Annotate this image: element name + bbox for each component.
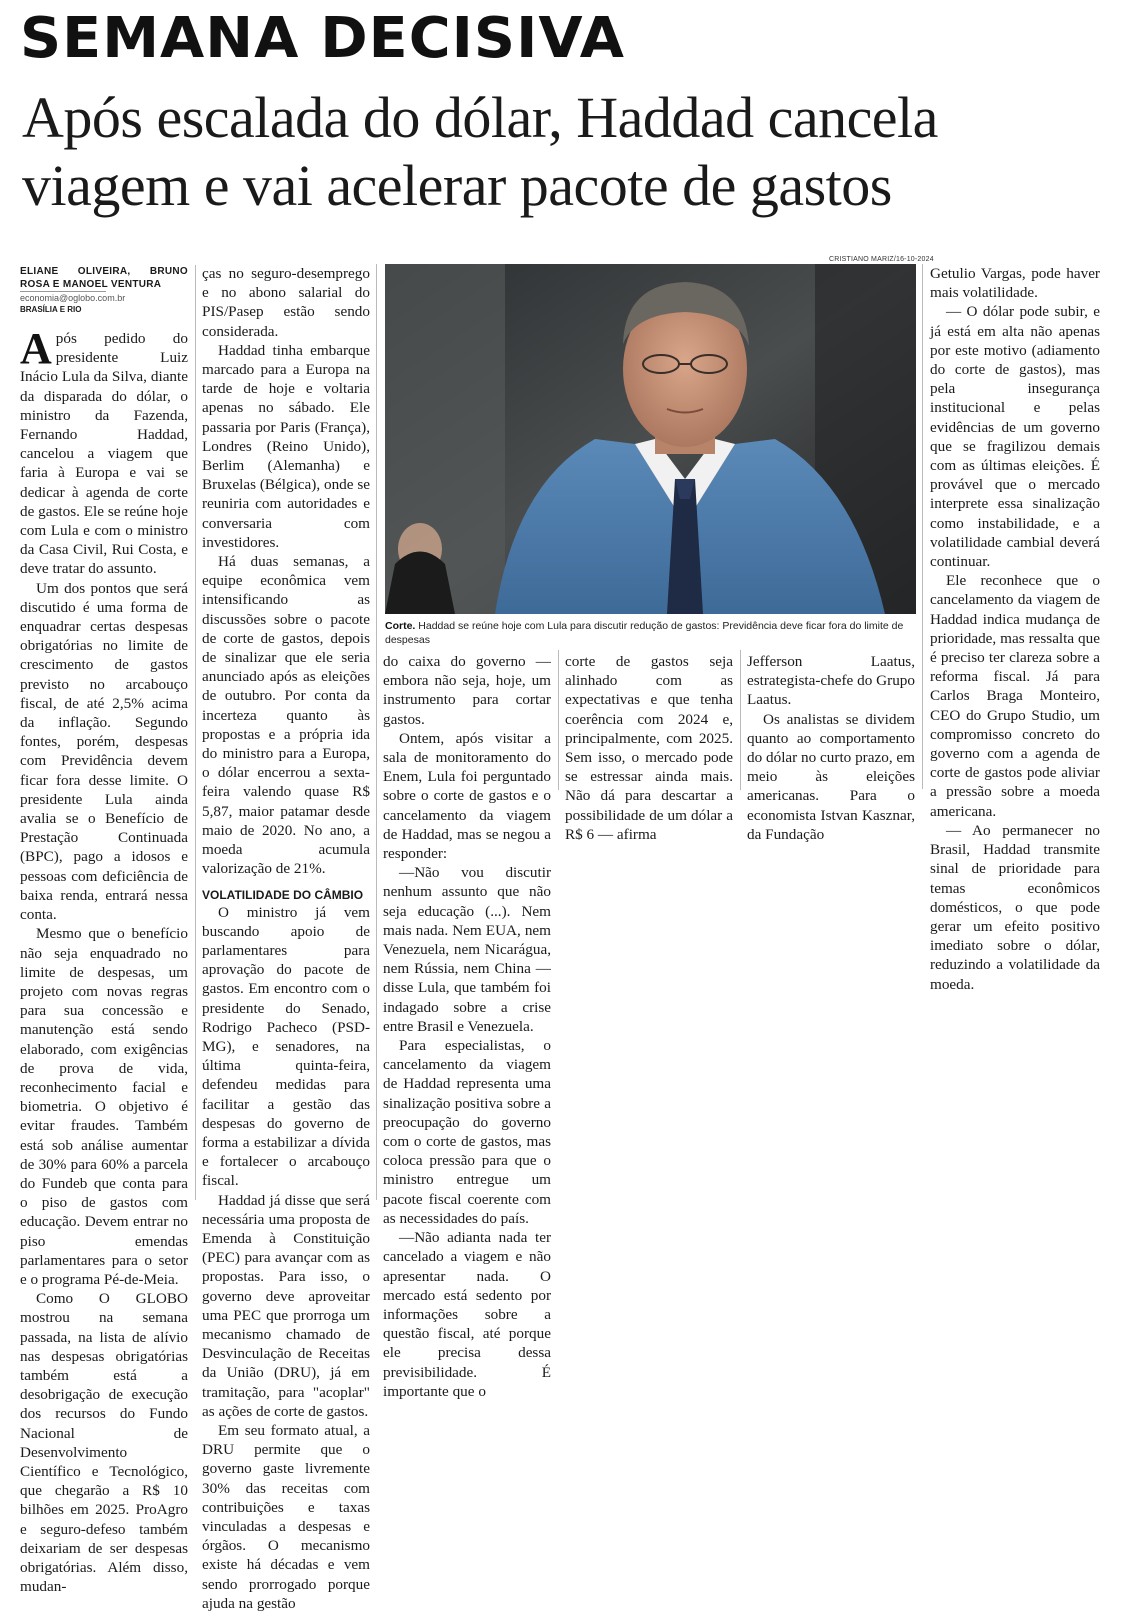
headline: Após escalada do dólar, Haddad cancela viagem e vai acelerar pacote de gastos xyxy=(22,85,938,218)
paragraph: corte de gastos seja alinhado com as expectativas e que tenha coerência com 2024 e, principalmente, com 2025. Sem isso, o mercado pode se estressar ainda mais. Não dá para descartar a possibilidade de um dólar a R$ 6 — afirma xyxy=(565,653,733,843)
paragraph: Em seu formato atual, a DRU permite que o governo gaste livremente 30% das receitas com contribuições e taxas vinculadas a despesas e órgãos. O mecanismo existe há décadas e vem sendo prorrogado porque ajuda na gestão xyxy=(202,1421,370,1612)
paragraph: —Não vou discutir nenhum assunto que não seja educação (...). Nem mais nada. Nem EUA, nem Venezuela, nem Nicarágua, nem Rússia, nem China — disse Lula, que também foi indagado sobre a crise entre Brasil e Venezuela. xyxy=(383,864,551,1035)
paragraph: — O dólar pode subir, e já está em alta não apenas por este motivo (adiamento do corte de gastos), mas pela insegurança institucional e pelas evidências de um governo que se fragilizou demais com as últimas eleições. É provável que o mercado interprete essa sinalização como instabilidade, e a volatilidade cambial deverá continuar. xyxy=(930,303,1100,571)
column-2 xyxy=(202,264,370,1613)
photo-caption xyxy=(385,619,920,647)
article-photo xyxy=(385,264,916,614)
paragraph: ças no seguro-desemprego e no abono salarial do PIS/Pasep estão sendo considerada. xyxy=(202,265,370,340)
byline-email[interactable]: economia@oglobo.com.br xyxy=(20,293,126,303)
paragraph: Haddad já disse que será necessária uma proposta de Emenda à Constituição (PEC) para avançar com as propostas. Para isso, o governo deve aproveitar uma PEC que prorroga um mecanismo chamado de Desvinculação de Receitas da União (DRU), já em tramitação, para "acoplar" as ações de corte de gastos. xyxy=(202,1191,370,1420)
section-kicker: SEMANA DECISIVA xyxy=(20,6,625,71)
column-1 xyxy=(20,265,188,1596)
column-divider xyxy=(376,264,377,1200)
paragraph: do caixa do governo — embora não seja, hoje, um instrumento para cortar gastos. xyxy=(383,653,551,728)
paragraph: Ele reconhece que o cancelamento da viagem de Haddad indica mudança de prioridade, mas ressalta que é preciso ter clareza sobre a reforma fiscal. Já para Carlos Braga Monteiro, CEO do Grupo Studio, um compromisso concreto do governo com a agenda de corte de gastos pode aliviar a pressão sobre a moeda americana. xyxy=(930,572,1100,820)
column-divider xyxy=(740,650,741,790)
column-divider xyxy=(922,264,923,789)
paragraph: Há duas semanas, a equipe econômica vem intensificando as discussões sobre o pacote de corte de gastos, depois de sinalizar que ele seria anunciado após as eleições de outubro. Por conta da incerteza quanto às propostas e a própria ida do ministro para a Europa, o dólar encerrou a sexta-feira valendo quase R$ 5,87, maior patamar desde maio de 2020. No ano, a moeda acumula valorização de 21%. xyxy=(202,553,370,878)
paragraph: Mesmo que o benefício não seja enquadrado no limite de despesas, um projeto com novas regras para sua concessão e manutenção está sendo elaborado, com exigências de prova de vida, reconhecimento facial e biometria. O objetivo é evitar fraudes. Também está sob análise aumentar de 30% para 60% a parcela do Fundeb que conta para o piso de gastos com educação. Devem entrar no piso emendas parlamentares para o setor e o programa Pé-de-Meia. xyxy=(20,925,188,1288)
photo-credit: CRISTIANO MARIZ/16-10-2024 xyxy=(829,256,934,263)
paragraph: Getulio Vargas, pode haver mais volatilidade. xyxy=(930,265,1100,302)
byline-authors: ELIANE OLIVEIRA, BRUNO ROSA E MANOEL VENTURA xyxy=(20,266,188,290)
drop-cap: A xyxy=(20,324,52,373)
paragraph: Os analistas se dividem quanto ao comportamento do dólar no curto prazo, em meio às eleições americanas. Para o economista Istvan Kasznar, da Fundação xyxy=(747,710,915,843)
byline-place: BRASÍLIA E RIO xyxy=(20,305,82,314)
column-divider xyxy=(558,650,559,790)
subhead: VOLATILIDADE DO CÂMBIO xyxy=(202,887,364,902)
caption-text: Haddad se reúne hoje com Lula para discutir redução de gastos: Previdência deve ficar fora do limite de despesas xyxy=(385,620,904,646)
caption-label: Corte. xyxy=(385,620,416,632)
column-3 xyxy=(383,652,551,1401)
paragraph: Para especialistas, o cancelamento da viagem de Haddad representa uma sinalização positiva sobre a preocupação do governo com o corte de gastos, mas coloca pressão para que o ministro entregue um pacote fiscal coerente com as necessidades do país. xyxy=(383,1037,551,1227)
paragraph: Um dos pontos que será discutido é uma forma de enquadrar certas despesas obrigatórias no limite de crescimento de gastos previsto no arcabouço fiscal, de até 2,5% acima da inflação. Segundo fontes, porém, despesas com Previdência devem ficar fora desse limite. O presidente Lula ainda avalia se o Benefício de Prestação Continuada (BPC), pago a idosos e pessoas com deficiência de baixa renda, entrará nessa conta. xyxy=(20,579,188,924)
column-5 xyxy=(747,652,915,844)
paragraph: O ministro já vem buscando apoio de parlamentares para aprovação do pacote de gastos. Em encontro com o presidente do Senado, Rodrigo Pacheco (PSD-MG), e senadores, na última quinta-feira, defendeu medidas para facilitar a gestão das despesas do governo de forma a estabilizar a dívida e fortalecer o arcabouço fiscal. xyxy=(202,903,370,1190)
column-6 xyxy=(930,264,1100,994)
column-divider xyxy=(195,265,196,1200)
paragraph: — Ao permanecer no Brasil, Haddad transmite sinal de prioridade para temas econômicos domésticos, o que pode gerar um efeito positivo imediato sobre o dólar, reduzindo a volatilidade da moeda. xyxy=(930,821,1100,993)
photo-illustration xyxy=(385,264,916,614)
paragraph: Após pedido do presidente Luiz Inácio Lula da Silva, diante da disparada do dólar, o ministro da Fazenda, Fernando Haddad, cancelou a viagem que faria à Europa e vai se dedicar à agenda de corte de gastos. Ele se reúne hoje com Lula e com o ministro da Casa Civil, Rui Costa, e deve tratar do assunto. xyxy=(20,324,188,578)
paragraph: Haddad tinha embarque marcado para a Europa na tarde de hoje e voltaria apenas no sábado. Ele passaria por Paris (França), Londres (Reino Unido), Berlim (Alemanha) e Bruxelas (Bélgica), onde se reuniria com autoridades e conversaria com investidores. xyxy=(202,341,370,551)
column-4 xyxy=(565,652,733,844)
paragraph: Ontem, após visitar a sala de monitoramento do Enem, Lula foi perguntado sobre o corte de gastos e o cancelamento da viagem de Haddad, mas se negou a responder: xyxy=(383,729,551,863)
paragraph: Jefferson Laatus, estrategista-chefe do Grupo Laatus. xyxy=(747,653,915,709)
paragraph: —Não adianta nada ter cancelado a viagem e não apresentar nada. O mercado está sedento por informações sobre a questão fiscal, até porque ele precisa dessa previsibilidade. É importante que o xyxy=(383,1229,551,1400)
paragraph: Como O GLOBO mostrou na semana passada, na lista de alívio nas despesas obrigatórias também está a desobrigação de execução dos recursos do Fundo Nacional de Desenvolvimento Científico e Tecnológico, que chegarão a R$ 10 bilhões em 2025. ProAgro e seguro-defeso também deixariam de ser despesas obrigatórias. Além disso, mudan- xyxy=(20,1290,188,1596)
